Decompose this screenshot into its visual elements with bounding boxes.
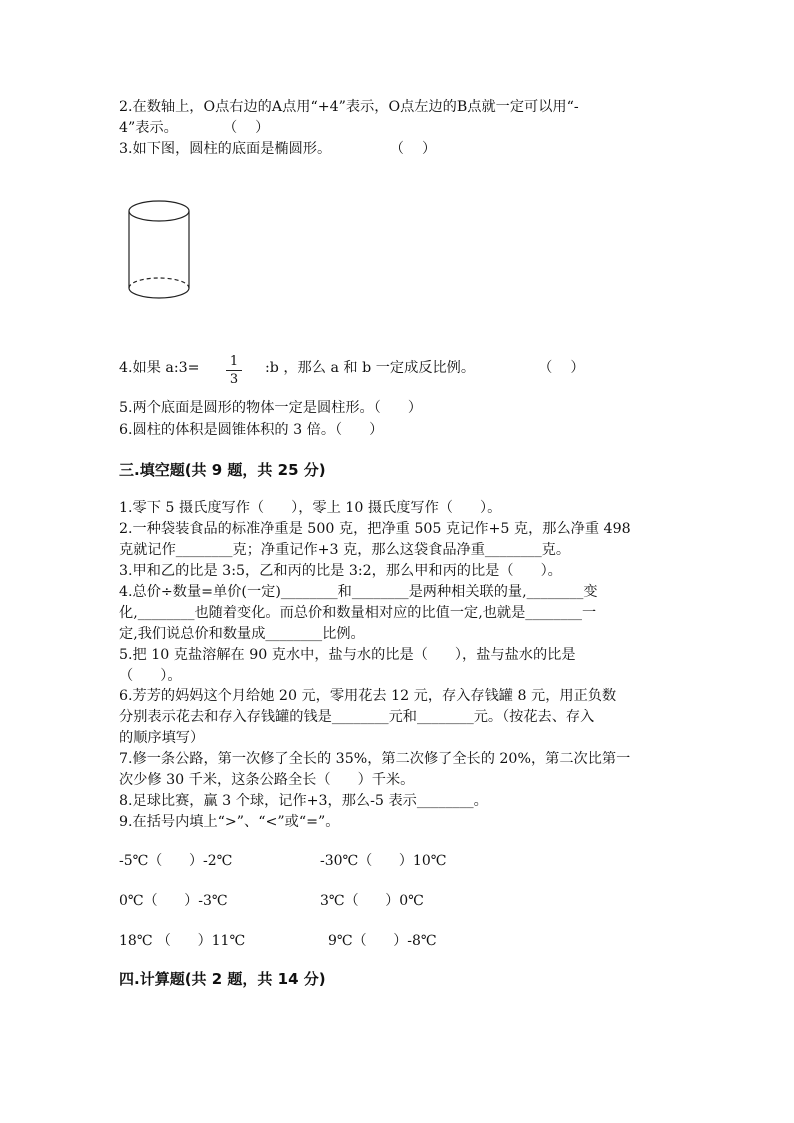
question-6: 6.圆柱的体积是圆锥体积的 3 倍。（ ） [119,422,384,438]
fill-line: （ ）。 [119,668,182,684]
fill-line: 化,________也随着变化。而总价和数量相对应的比值一定,也就是________一 [119,605,597,621]
fill-line: 3.甲和乙的比是 3:5，乙和丙的比是 3:2，那么甲和丙的比是（ ）。 [119,563,562,579]
fraction-denominator: 3 [229,372,239,387]
fill-line: 9.在括号内填上“>”、“<”或“=”。 [119,814,340,830]
fraction-one-third [226,354,242,387]
fill-line: 6.芳芳的妈妈这个月给她 20 元，零用花去 12 元，存入存钱罐 8 元，用正负数 [119,688,617,704]
fill-line: 7.修一条公路，第一次修了全长的 35%，第二次修了全长的 20%，第二次比第一 [119,751,631,767]
fill-line: 5.把 10 克盐溶解在 90 克水中，盐与水的比是（ ），盐与盐水的比是 [119,647,576,663]
fill-line: 8.足球比赛，赢 3 个球，记作+3，那么-5 表示________。 [119,793,488,809]
question-3: 3.如下图，圆柱的底面是椭圆形。 （ ） [119,141,437,157]
fraction-numerator: 1 [229,354,239,369]
fraction-bar [226,370,242,371]
fill-line: 次少修 30 千米，这条公路全长（ ）千米。 [119,772,415,788]
fill-line: 4.总价÷数量=单价(一定)________和________是两种相关联的量,________变 [119,584,598,600]
cylinder-figure [124,196,194,304]
question-2-line-2: 4”表示。 （ ） [119,120,270,136]
compare-cell: -30℃（ ）10℃ [320,853,447,869]
fill-line: 定,我们说总价和数量成________比例。 [119,626,365,642]
section-3-title: 三.填空题(共 9 题，共 25 分) [119,461,326,479]
question-2-line-1: 2.在数轴上，O点右边的A点用“+4”表示，O点左边的B点就一定可以用“- [119,99,579,115]
question-5: 5.两个底面是圆形的物体一定是圆柱形。（ ） [119,400,423,416]
compare-cell: 18℃ （ ）11℃ [119,933,246,949]
fill-line: 1.零下 5 摄氏度写作（ ），零上 10 摄氏度写作（ ）。 [119,500,502,516]
compare-cell: -5℃（ ）-2℃ [119,853,233,869]
fill-line: 克就记作________克；净重记作+3 克，那么这袋食品净重________克。 [119,542,571,558]
compare-cell: 3℃（ ）0℃ [320,893,424,909]
section-4-title: 四.计算题(共 2 题，共 14 分) [119,970,326,988]
question-4-after: :b ，那么 a 和 b 一定成反比例。 （ ） [265,360,585,376]
question-4-before: 4.如果 a:3= [119,360,200,376]
fill-line: 2.一种袋装食品的标准净重是 500 克，把净重 505 克记作+5 克，那么净重 498 [119,521,631,537]
fill-line: 的顺序填写） [119,730,205,746]
compare-cell: 0℃（ ）-3℃ [119,893,228,909]
fill-line: 分别表示花去和存入存钱罐的钱是________元和________元。（按花去、存入 [119,709,595,725]
compare-cell: 9℃（ ）-8℃ [328,933,437,949]
